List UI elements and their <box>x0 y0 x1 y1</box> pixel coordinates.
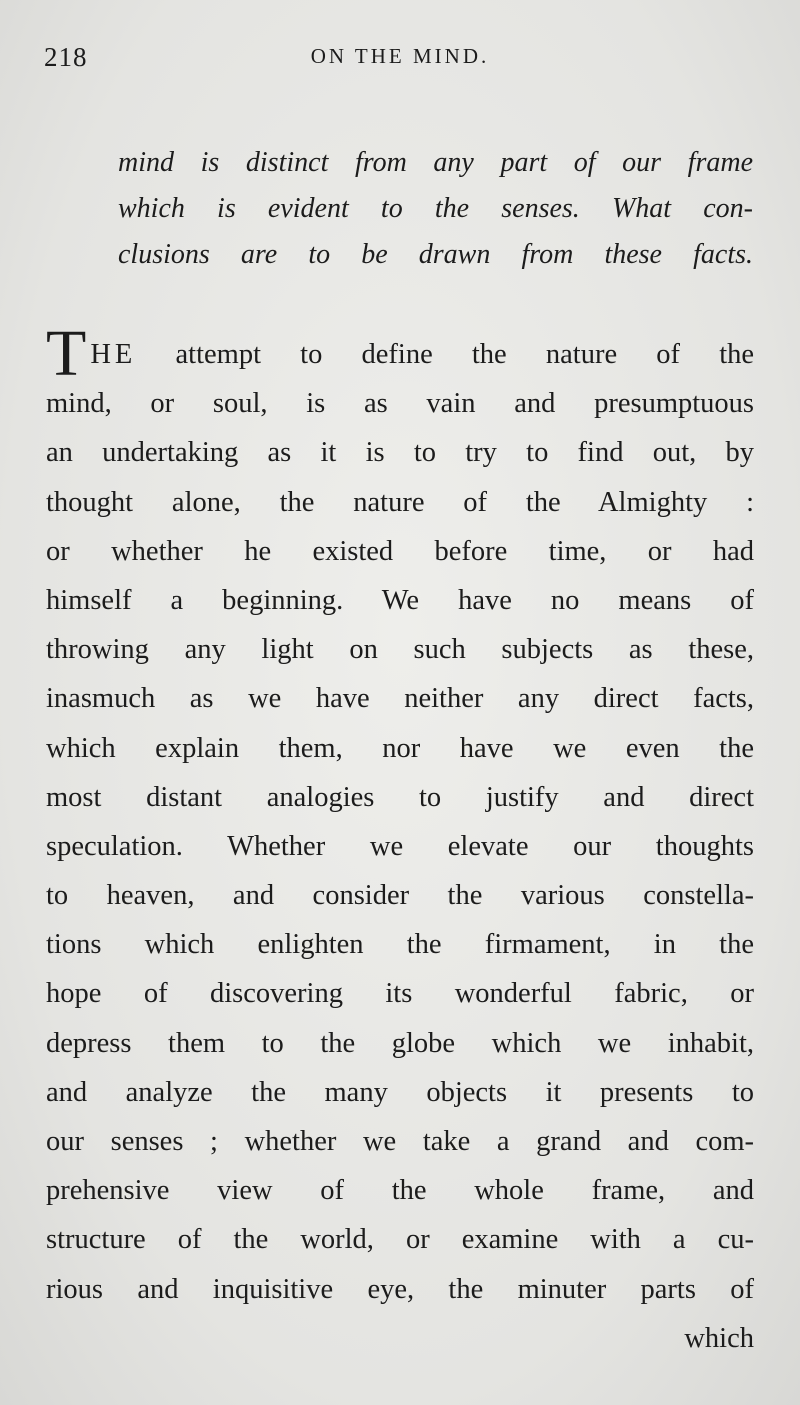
first-line-caps: HE <box>90 339 137 370</box>
first-line-rest: attempt to define the nature of the <box>175 339 755 370</box>
text-line: most distant analogies to justify and direct <box>46 781 754 813</box>
text-line: prehensive view of the whole frame, and <box>46 1175 754 1207</box>
text-line: mind, or soul, is as vain and presumptuous <box>46 388 754 420</box>
summary-line: clusions are to be drawn from these facts. <box>118 239 753 270</box>
catchword: which <box>684 1322 754 1354</box>
text-line: tions which enlighten the firmament, in the <box>46 929 754 961</box>
text-line: thought alone, the nature of the Almighty : <box>46 486 754 518</box>
chapter-summary <box>118 140 753 278</box>
running-head: ON THE MIND. <box>310 44 490 68</box>
text-line: speculation. Whether we elevate our thoughts <box>46 830 754 862</box>
drop-cap: T <box>46 317 87 390</box>
text-line: and analyze the many objects it presents to <box>46 1076 754 1108</box>
summary-line: which is evident to the senses. What con- <box>118 193 753 224</box>
text-line: inasmuch as we have neither any direct facts, <box>46 683 754 715</box>
body-text <box>46 317 755 1363</box>
text-line: structure of the world, or examine with a cu- <box>46 1224 754 1256</box>
text-line: rious and inquisitive eye, the minuter parts of <box>46 1273 754 1305</box>
text-line: himself a beginning. We have no means of <box>46 584 754 616</box>
first-line <box>46 317 755 390</box>
text-line: throwing any light on such subjects as these, <box>46 634 754 666</box>
text-line: to heaven, and consider the various constella- <box>46 880 754 912</box>
summary-line: mind is distinct from any part of our frame <box>118 147 753 178</box>
text-line: an undertaking as it is to try to find out, by <box>46 437 754 469</box>
text-line: depress them to the globe which we inhabit, <box>46 1027 754 1059</box>
text-line: which explain them, nor have we even the <box>46 732 754 764</box>
page-number: 218 <box>44 42 88 72</box>
text-line: or whether he existed before time, or had <box>46 535 754 567</box>
text-line: our senses ; whether we take a grand and com- <box>46 1126 754 1157</box>
text-line: hope of discovering its wonderful fabric, or <box>46 978 754 1010</box>
